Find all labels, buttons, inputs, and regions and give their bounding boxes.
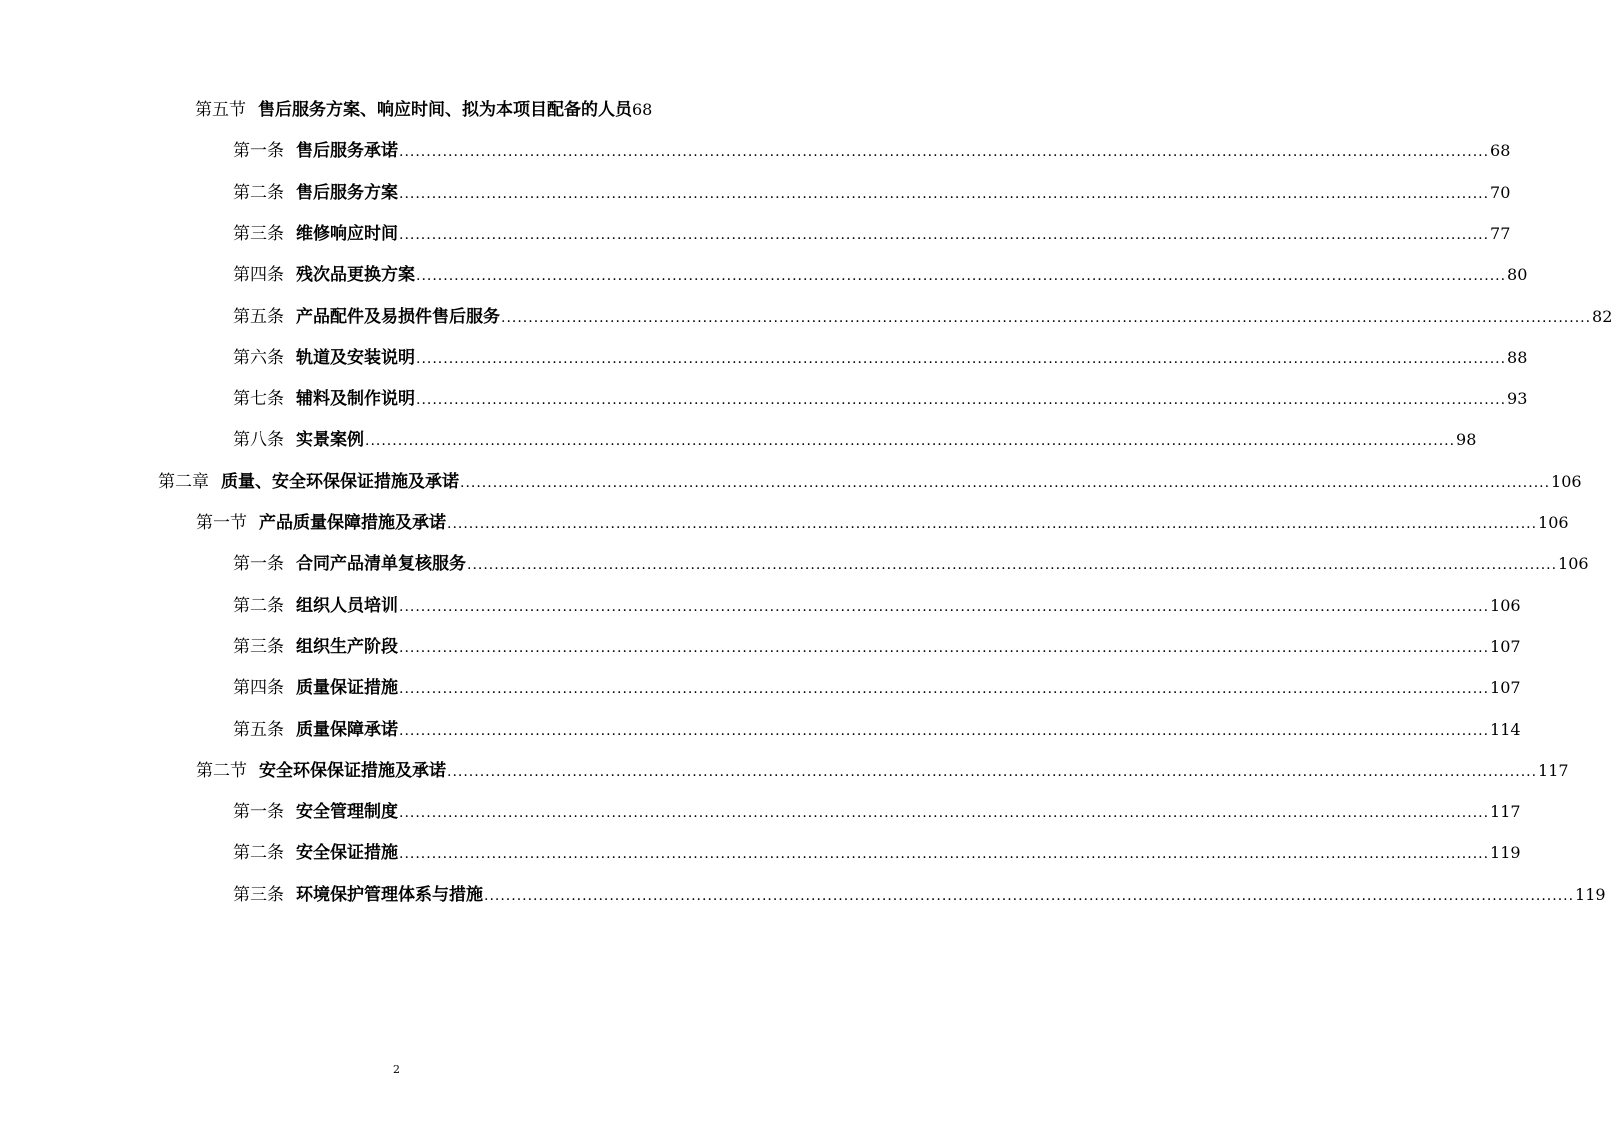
toc-entry-page: 82 xyxy=(1592,307,1612,326)
toc-leader-dots: ........................................................................................................................................................................................................ xyxy=(399,640,1490,656)
toc-entry-number: 第四条 xyxy=(233,265,284,285)
toc-entry-number: 第三条 xyxy=(233,637,284,657)
toc-entry-number: 第四条 xyxy=(233,678,284,698)
toc-entry[interactable] xyxy=(233,261,1528,289)
toc-entry[interactable] xyxy=(233,344,1528,372)
toc-entry[interactable] xyxy=(233,881,1606,909)
toc-entry[interactable] xyxy=(233,633,1521,661)
toc-entry-page: 98 xyxy=(1456,430,1477,449)
toc-entry-page: 107 xyxy=(1490,678,1521,697)
toc-entry-number: 第五条 xyxy=(233,720,284,740)
toc-entry-number: 第二章 xyxy=(158,472,209,492)
toc-entry-number: 第二条 xyxy=(233,183,284,203)
toc-entry-title: 售后服务方案、响应时间、拟为本项目配备的人员 xyxy=(258,100,632,120)
toc-entry-title: 质量保证措施 xyxy=(296,678,398,698)
toc-leader-dots: ........................................................................................................................................................................................................ xyxy=(399,186,1490,202)
toc-entry-number: 第三条 xyxy=(233,224,284,244)
toc-entry-number: 第二条 xyxy=(233,596,284,616)
toc-entry-page: 117 xyxy=(1538,761,1569,780)
toc-entry-title: 辅料及制作说明 xyxy=(296,389,415,409)
toc-leader-dots: ........................................................................................................................................................................................................ xyxy=(399,599,1490,615)
toc-entry-title: 组织生产阶段 xyxy=(296,637,398,657)
toc-entry-page: 106 xyxy=(1490,596,1521,615)
toc-entry[interactable] xyxy=(233,179,1511,207)
toc-entry-number: 第六条 xyxy=(233,348,284,368)
toc-entry-page: 88 xyxy=(1507,348,1528,367)
toc-entry[interactable] xyxy=(158,468,1582,496)
toc-leader-dots: ........................................................................................................................................................................................................ xyxy=(467,557,1558,573)
toc-entry-title: 产品质量保障措施及承诺 xyxy=(259,513,446,533)
toc-entry[interactable] xyxy=(233,550,1589,578)
toc-leader-dots: ........................................................................................................................................................................................................ xyxy=(399,227,1490,243)
toc-entry-title: 实景案例 xyxy=(296,430,364,450)
toc-entry-page: 114 xyxy=(1490,720,1521,739)
toc-leader-dots: ........................................................................................................................................................................................................ xyxy=(447,764,1538,780)
toc-leader-dots: ........................................................................................................................................................................................................ xyxy=(501,310,1592,326)
toc-entry[interactable] xyxy=(233,385,1528,413)
toc-entry[interactable] xyxy=(195,96,695,124)
toc-entry[interactable] xyxy=(233,839,1521,867)
toc-entry-number: 第五条 xyxy=(233,307,284,327)
toc-entry-title: 售后服务方案 xyxy=(296,183,398,203)
toc-entry-page: 119 xyxy=(1490,843,1521,862)
toc-entry[interactable] xyxy=(196,509,1569,537)
toc-entry[interactable] xyxy=(233,592,1521,620)
toc-entry-title: 安全管理制度 xyxy=(296,802,398,822)
toc-entry-number: 第七条 xyxy=(233,389,284,409)
toc-entry-title: 产品配件及易损件售后服务 xyxy=(296,307,500,327)
toc-entry-page: 80 xyxy=(1507,265,1528,284)
toc-entry-title: 安全保证措施 xyxy=(296,843,398,863)
toc-entry[interactable] xyxy=(233,798,1521,826)
toc-leader-dots: ........................................................................................................................................................................................................ xyxy=(399,846,1490,862)
toc-leader-dots: ........................................................................................................................................................................................................ xyxy=(399,805,1490,821)
toc-entry[interactable] xyxy=(233,674,1521,702)
toc-entry-page: 119 xyxy=(1575,885,1606,904)
toc-leader-dots: ........................................................................................................................................................................................................ xyxy=(416,268,1507,284)
toc-leader-dots: ........................................................................................................................................................................................................ xyxy=(416,392,1507,408)
toc-leader-dots: ........................................................................................................................................................................................................ xyxy=(365,433,1456,449)
toc-entry-title: 安全环保保证措施及承诺 xyxy=(259,761,446,781)
toc-entry-page: 117 xyxy=(1490,802,1521,821)
toc-entry-page: 107 xyxy=(1490,637,1521,656)
toc-entry-number: 第五节 xyxy=(195,100,246,120)
toc-entry-number: 第一条 xyxy=(233,554,284,574)
page-number: 2 xyxy=(393,1063,400,1076)
toc-entry-title: 残次品更换方案 xyxy=(296,265,415,285)
toc-entry-number: 第二条 xyxy=(233,843,284,863)
toc-entry-title: 维修响应时间 xyxy=(296,224,398,244)
toc-leader-dots: ........................................................................................................................................................................................................ xyxy=(399,681,1490,697)
toc-entry-number: 第一节 xyxy=(196,513,247,533)
toc-entry-number: 第一条 xyxy=(233,141,284,161)
toc-entry-title: 质量、安全环保保证措施及承诺 xyxy=(221,472,459,492)
toc-entry-title: 售后服务承诺 xyxy=(296,141,398,161)
toc-entry-page: 70 xyxy=(1490,183,1511,202)
toc-entry-title: 质量保障承诺 xyxy=(296,720,398,740)
toc-entry-title: 组织人员培训 xyxy=(296,596,398,616)
toc-leader-dots: ........................................................................................................................................................................................................ xyxy=(460,475,1551,491)
toc-entry-page: 106 xyxy=(1551,472,1582,491)
toc-entry-page: 106 xyxy=(1558,554,1589,573)
toc-leader-dots: ........................................................................................................................................................................................................ xyxy=(416,351,1507,367)
toc-entry[interactable] xyxy=(233,716,1521,744)
toc-leader-dots: ........................................................................................................................................................................................................ xyxy=(484,888,1575,904)
toc-entry-page: 93 xyxy=(1507,389,1528,408)
toc-entry-page: 106 xyxy=(1538,513,1569,532)
toc-leader-dots: ........................................................................................................................................................................................................ xyxy=(399,144,1490,160)
toc-entry-number: 第八条 xyxy=(233,430,284,450)
toc-entry-number: 第二节 xyxy=(196,761,247,781)
toc-entry-title: 合同产品清单复核服务 xyxy=(296,554,466,574)
toc-leader-dots: ........................................................................................................................................................................................................ xyxy=(399,723,1490,739)
toc-entry-page: 68 xyxy=(1490,141,1511,160)
toc-entry-number: 第三条 xyxy=(233,885,284,905)
toc-entry[interactable] xyxy=(233,426,1477,454)
toc-entry-number: 第一条 xyxy=(233,802,284,822)
toc-entry[interactable] xyxy=(233,137,1511,165)
toc-entry-title: 环境保护管理体系与措施 xyxy=(296,885,483,905)
toc-entry-page: 77 xyxy=(1490,224,1511,243)
toc-entry[interactable] xyxy=(233,303,1612,331)
toc-entry-title: 轨道及安装说明 xyxy=(296,348,415,368)
toc-entry-page: 68 xyxy=(632,100,653,119)
toc-leader-dots: ........................................................................................................................................................................................................ xyxy=(447,516,1538,532)
toc-entry[interactable] xyxy=(196,757,1569,785)
toc-entry[interactable] xyxy=(233,220,1511,248)
